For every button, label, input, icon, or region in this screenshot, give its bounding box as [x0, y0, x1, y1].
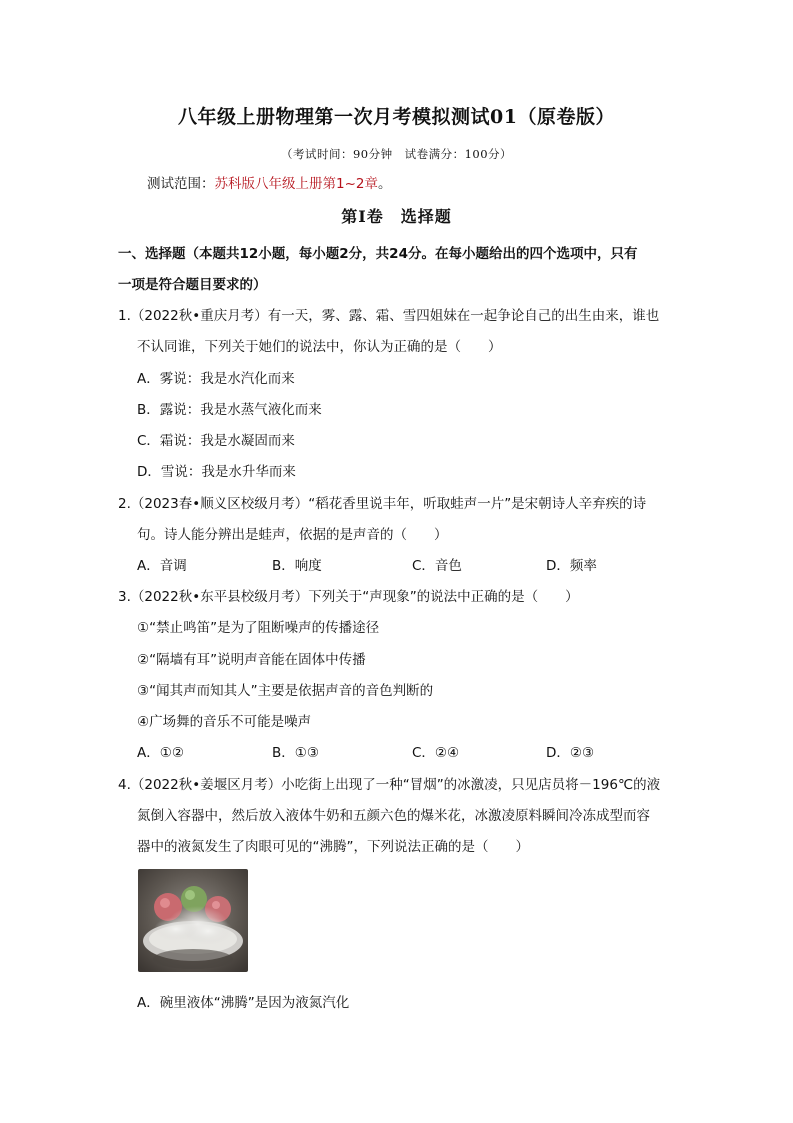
scope-label: 测试范围： — [147, 176, 215, 192]
question-1-stem: 1.（2022秋•重庆月考）有一天，雾、露、霜、雪四姐妹在一起争论自己的出生由来，谁也 — [118, 308, 660, 324]
question-1-option: D．雪说：我是水升华而来 — [137, 464, 296, 480]
exam-subtitle: （考试时间：90分钟 试卷满分：100分） — [280, 147, 513, 161]
question-4-option: A．碗里液体“沸腾”是因为液氮汽化 — [137, 995, 350, 1011]
part-intro-line: 一、选择题（本题共12小题，每小题2分，共24分。在每小题给出的四个选项中，只有 — [118, 246, 638, 262]
question-4-stem: 器中的液氮发生了肉眼可见的“沸腾”，下列说法正确的是（ ） — [137, 839, 529, 855]
question-2-stem: 2.（2023春•顺义区校级月考）“稻花香里说丰年，听取蛙声一片”是宋朝诗人辛弃疾的诗 — [118, 496, 647, 512]
scope-end: 。 — [378, 176, 392, 192]
question-3-statement: ④广场舞的音乐不可能是噪声 — [137, 714, 312, 730]
question-2-option: A．音调 — [137, 558, 187, 574]
question-3-option: C．②④ — [412, 745, 460, 761]
question-1-stem: 不认同谁，下列关于她们的说法中，你认为正确的是（ ） — [137, 339, 502, 355]
scope-value: 苏科版八年级上册第1~2章 — [214, 176, 378, 192]
question-3-statement: ①“禁止鸣笛”是为了阻断噪声的传播途径 — [137, 620, 380, 636]
exam-title: 八年级上册物理第一次月考模拟测试01（原卷版） — [178, 106, 615, 128]
question-2-option: C．音色 — [412, 558, 462, 574]
question-2-stem: 句。诗人能分辨出是蛙声，依据的是声音的（ ） — [137, 527, 448, 543]
question-1-option: C．霜说：我是水凝固而来 — [137, 433, 295, 449]
ice-cream-photo — [138, 869, 248, 972]
question-3-option: B．①③ — [272, 745, 319, 761]
question-2-option: D．频率 — [546, 558, 597, 574]
question-2-option: B．响度 — [272, 558, 322, 574]
question-4-stem: 氮倒入容器中，然后放入液体牛奶和五颜六色的爆米花，冰激凌原料瞬间冷冻成型而容 — [137, 808, 650, 824]
question-4-stem: 4.（2022秋•姜堰区月考）小吃街上出现了一种“冒烟”的冰激凌，只见店员将－196℃的液 — [118, 777, 661, 793]
question-3-statement: ③“闻其声而知其人”主要是依据声音的音色判断的 — [137, 683, 434, 699]
part-intro-line: 一项是符合题目要求的） — [118, 277, 267, 293]
question-3-stem: 3.（2022秋•东平县校级月考）下列关于“声现象”的说法中正确的是（ ） — [118, 589, 579, 605]
question-3-option: A．①② — [137, 745, 184, 761]
question-3-statement: ②“隔墙有耳”说明声音能在固体中传播 — [137, 652, 366, 668]
section-title: 第Ⅰ卷 选择题 — [341, 207, 452, 226]
test-scope — [147, 172, 392, 192]
question-1-option: B．露说：我是水蒸气液化而来 — [137, 402, 322, 418]
question-1-option: A．雾说：我是水汽化而来 — [137, 371, 295, 387]
question-3-option: D．②③ — [546, 745, 595, 761]
